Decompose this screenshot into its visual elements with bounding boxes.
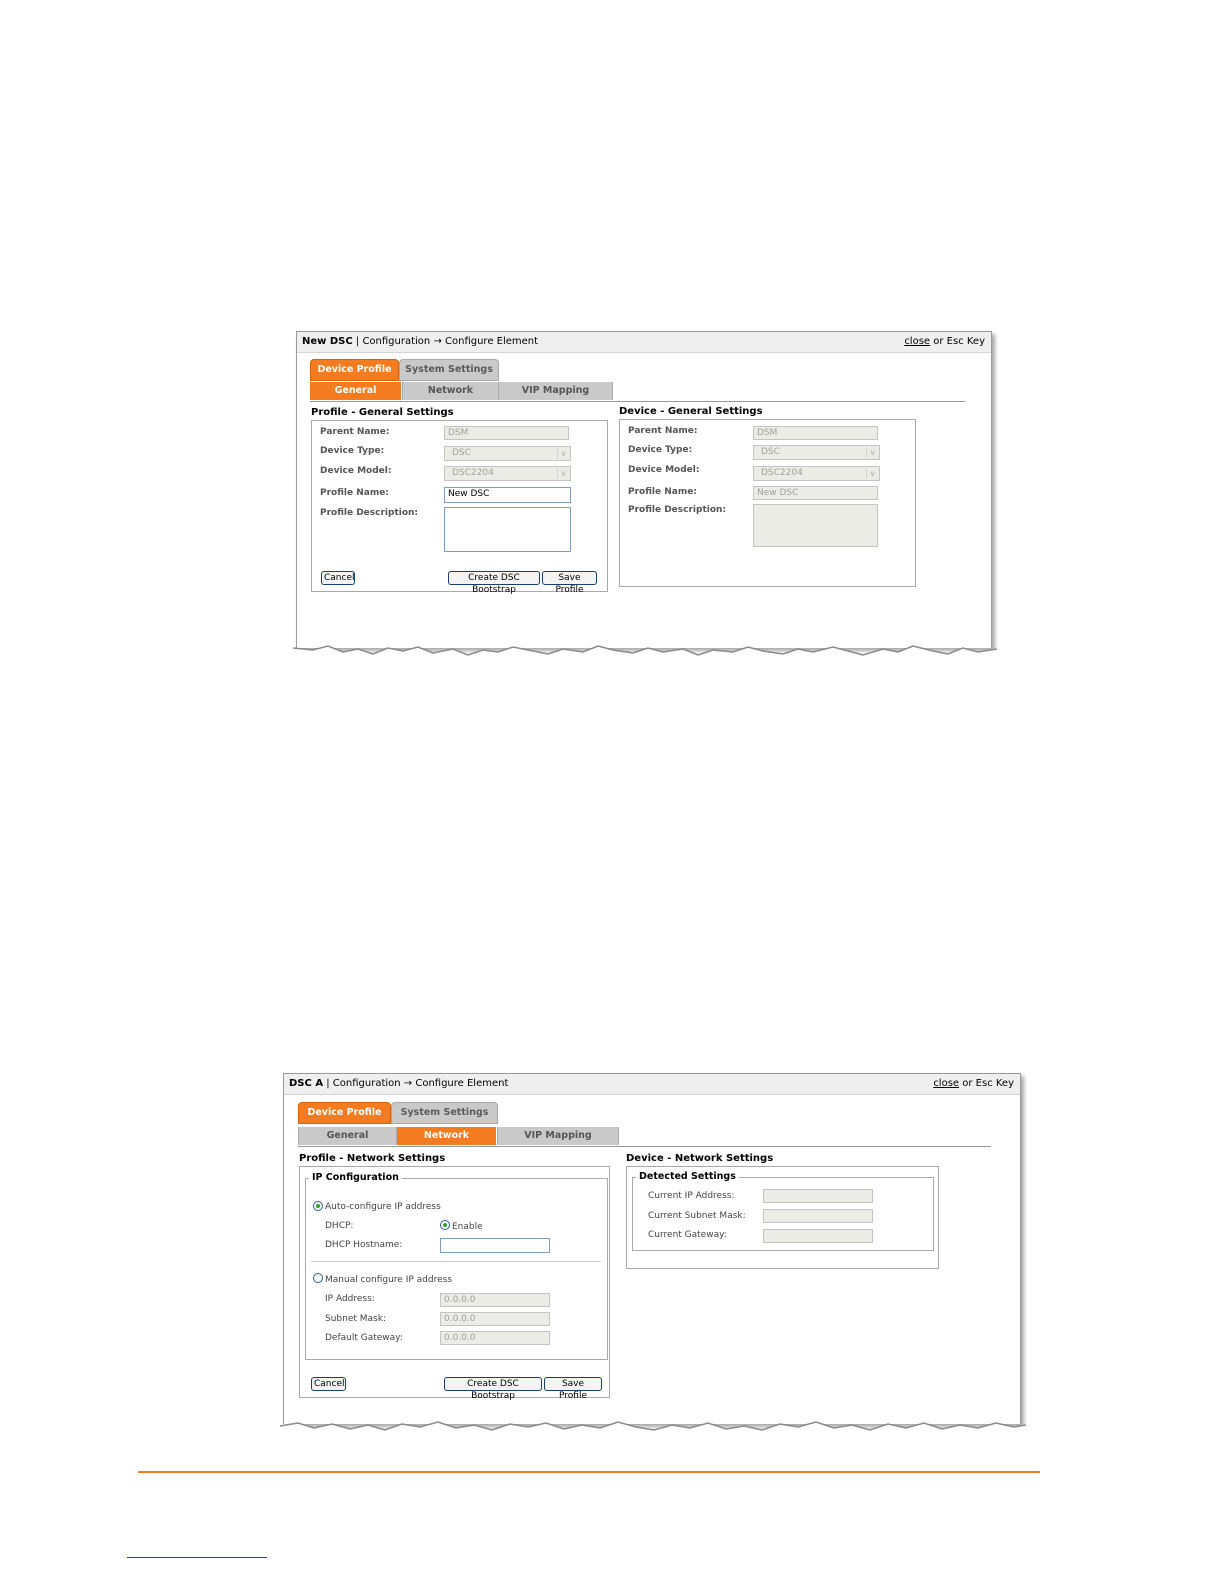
chevron-down-icon: ∨ xyxy=(866,447,878,458)
device-profile-name-label: Profile Name: xyxy=(628,487,697,497)
device-type-value: DSC xyxy=(452,448,471,458)
tab-system-settings[interactable]: System Settings xyxy=(391,1102,498,1124)
current-subnet-mask-label: Current Subnet Mask: xyxy=(648,1211,746,1221)
footer-rule xyxy=(138,1471,1040,1473)
device-type-label: Device Type: xyxy=(320,446,385,456)
device-parent-name-label: Parent Name: xyxy=(628,426,698,436)
radio-selected-dot xyxy=(443,1223,447,1227)
profile-name-input[interactable]: New DSC xyxy=(444,487,571,503)
dialog-title-path: | Configuration → Configure Element xyxy=(352,336,539,347)
device-model-label: Device Model: xyxy=(320,466,392,476)
chevron-down-icon: ∨ xyxy=(557,468,569,479)
device-device-model-value: DSC2204 xyxy=(761,468,803,478)
device-device-type-value: DSC xyxy=(761,447,780,457)
subtab-general[interactable]: General xyxy=(298,1127,397,1145)
save-profile-button[interactable]: Save Profile xyxy=(542,571,597,585)
device-section-title: Device - Network Settings xyxy=(626,1153,774,1164)
device-profile-name-field: New DSC xyxy=(753,486,878,500)
create-dsc-bootstrap-button[interactable]: Create DSC Bootstrap xyxy=(444,1377,542,1391)
profile-description-textarea[interactable] xyxy=(444,507,571,552)
device-device-type-select xyxy=(753,445,880,460)
dhcp-hostname-input[interactable] xyxy=(440,1238,550,1253)
auto-configure-label: Auto-configure IP address xyxy=(325,1202,441,1212)
device-device-type-label: Device Type: xyxy=(628,445,693,455)
device-device-model-label: Device Model: xyxy=(628,465,700,475)
profile-description-label: Profile Description: xyxy=(320,508,419,518)
device-profile-description-field xyxy=(753,504,878,547)
detected-settings-legend: Detected Settings xyxy=(636,1171,739,1182)
current-ip-label: Current IP Address: xyxy=(648,1191,735,1201)
close-area xyxy=(933,1074,1014,1094)
profile-section-title: Profile - Network Settings xyxy=(299,1153,446,1164)
subtab-network[interactable]: Network xyxy=(402,382,499,400)
parent-name-field: DSM xyxy=(444,426,569,440)
current-gateway-label: Current Gateway: xyxy=(648,1230,727,1240)
close-hint: or Esc Key xyxy=(959,1078,1014,1089)
radio-selected-dot xyxy=(316,1204,320,1208)
manual-configure-radio[interactable] xyxy=(313,1273,323,1283)
chevron-down-icon: ∨ xyxy=(557,448,569,459)
dialog-title-element: DSC A xyxy=(289,1078,324,1089)
footer-link-underline[interactable] xyxy=(127,1557,267,1558)
device-parent-name-field: DSM xyxy=(753,426,878,440)
dhcp-label: DHCP: xyxy=(325,1221,354,1231)
tab-baseline xyxy=(298,1146,991,1147)
close-hint: or Esc Key xyxy=(930,336,985,347)
device-profile-description-label: Profile Description: xyxy=(628,505,727,515)
dhcp-enable-radio[interactable] xyxy=(440,1220,450,1230)
dhcp-enable-label: Enable xyxy=(452,1222,483,1232)
screenshot-general-settings xyxy=(296,331,992,648)
subnet-mask-field: 0.0.0.0 xyxy=(440,1312,550,1326)
auto-configure-radio[interactable] xyxy=(313,1201,323,1211)
profile-section-title: Profile - General Settings xyxy=(311,407,454,418)
device-model-select xyxy=(444,466,571,481)
dialog-title-path: | Configuration → Configure Element xyxy=(323,1078,509,1089)
save-profile-button[interactable]: Save Profile xyxy=(544,1377,602,1391)
manual-configure-label: Manual configure IP address xyxy=(325,1275,453,1285)
device-section-title: Device - General Settings xyxy=(619,406,763,417)
tab-baseline xyxy=(310,401,965,402)
profile-name-label: Profile Name: xyxy=(320,488,389,498)
cancel-button[interactable]: Cancel xyxy=(321,571,355,585)
tab-device-profile[interactable]: Device Profile xyxy=(310,359,399,381)
tab-system-settings[interactable]: System Settings xyxy=(399,359,499,381)
ip-address-label: IP Address: xyxy=(325,1294,375,1304)
device-device-model-select xyxy=(753,466,880,481)
close-link[interactable]: close xyxy=(904,336,931,347)
ip-address-field: 0.0.0.0 xyxy=(440,1293,550,1307)
section-divider xyxy=(311,1261,601,1262)
create-dsc-bootstrap-button[interactable]: Create DSC Bootstrap xyxy=(448,571,540,585)
tab-device-profile[interactable]: Device Profile xyxy=(298,1102,391,1124)
torn-edge xyxy=(293,640,997,662)
device-model-value: DSC2204 xyxy=(452,468,494,478)
close-link[interactable]: close xyxy=(933,1078,960,1089)
screenshot-network-settings xyxy=(283,1073,1021,1424)
default-gateway-field: 0.0.0.0 xyxy=(440,1331,550,1345)
close-area xyxy=(904,332,985,352)
cancel-button[interactable]: Cancel xyxy=(311,1377,346,1391)
dhcp-hostname-label: DHCP Hostname: xyxy=(325,1240,403,1250)
default-gateway-label: Default Gateway: xyxy=(325,1333,403,1343)
torn-edge xyxy=(280,1416,1026,1438)
parent-name-label: Parent Name: xyxy=(320,427,390,437)
dialog-titlebar xyxy=(297,332,991,353)
dialog-title-element: New DSC xyxy=(302,336,353,347)
subtab-vip-mapping[interactable]: VIP Mapping xyxy=(497,1127,619,1145)
subtab-vip-mapping[interactable]: VIP Mapping xyxy=(498,382,613,400)
subtab-general[interactable]: General xyxy=(310,382,401,400)
current-ip-field xyxy=(763,1189,873,1203)
subnet-mask-label: Subnet Mask: xyxy=(325,1314,386,1324)
dialog-titlebar xyxy=(284,1074,1020,1095)
chevron-down-icon: ∨ xyxy=(866,468,878,479)
ip-configuration-legend: IP Configuration xyxy=(309,1172,402,1183)
current-subnet-mask-field xyxy=(763,1209,873,1223)
device-type-select xyxy=(444,446,571,461)
current-gateway-field xyxy=(763,1229,873,1243)
subtab-network[interactable]: Network xyxy=(397,1127,496,1145)
